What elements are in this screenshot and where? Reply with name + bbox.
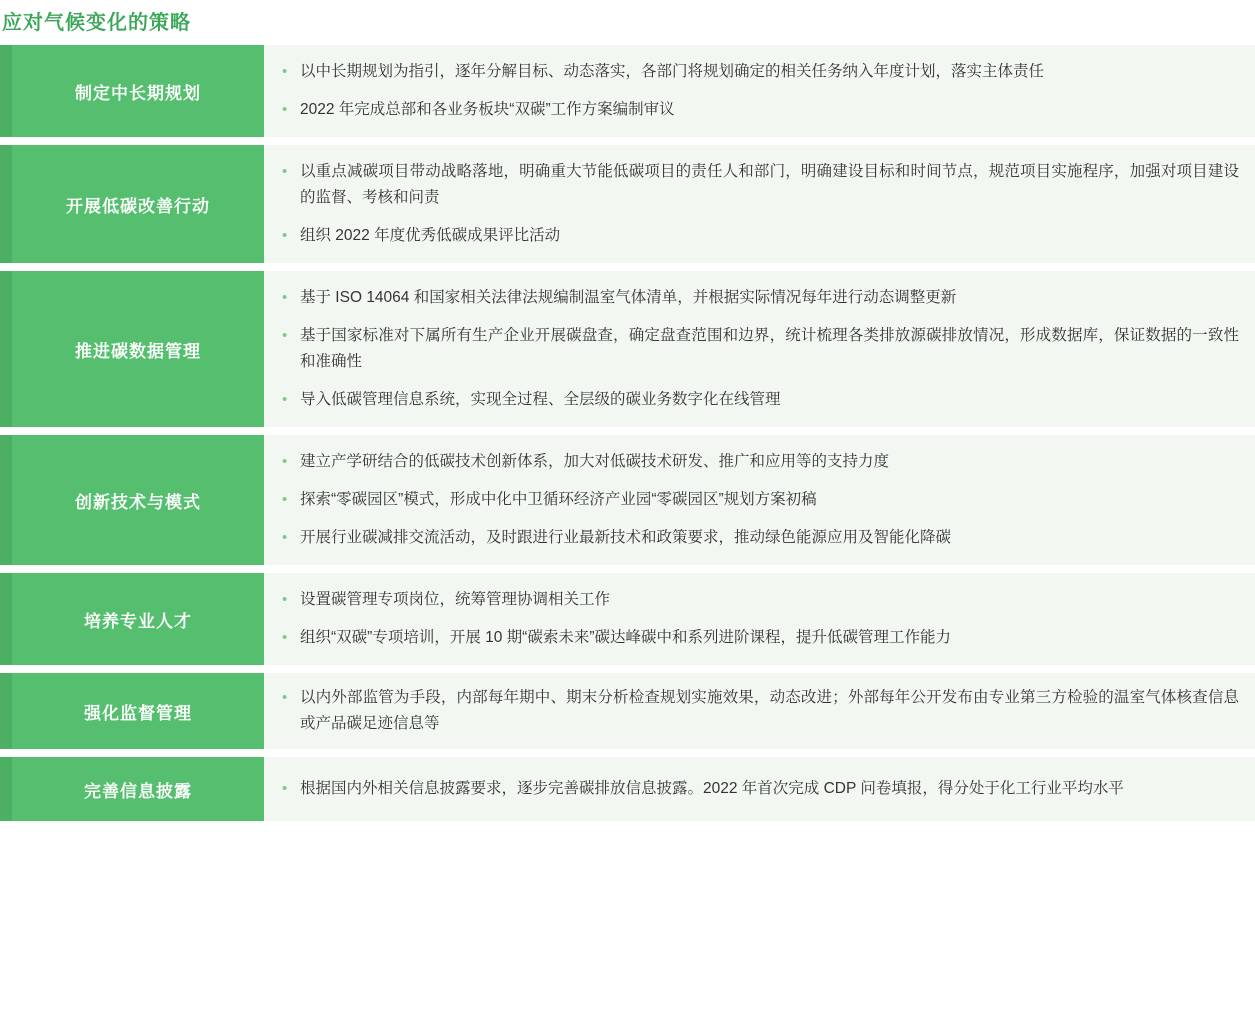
- row-content: [264, 271, 1255, 427]
- strategy-table: [0, 45, 1255, 821]
- row-content: [264, 757, 1255, 821]
- list-item: [274, 223, 1239, 249]
- list-item-text: 设置碳管理专项岗位，统筹管理协调相关工作: [300, 591, 611, 608]
- table-row: [0, 271, 1255, 427]
- row-label: 完善信息披露: [12, 757, 264, 821]
- bullet-icon: •: [282, 63, 288, 80]
- list-item: [274, 776, 1239, 802]
- list-item-text: 以内外部监管为手段，内部每年期中、期末分析检查规划实施效果，动态改进；外部每年公开发布由专业第三方检验的温室气体核查信息或产品碳足迹信息等: [300, 689, 1239, 732]
- table-row: [0, 45, 1255, 137]
- list-item-text: 根据国内外相关信息披露要求，逐步完善碳排放信息披露。2022 年首次完成 CDP 问卷填报，得分处于化工行业平均水平: [300, 780, 1124, 797]
- list-item: [274, 587, 1239, 613]
- bullet-icon: •: [282, 163, 288, 180]
- bullet-icon: •: [282, 529, 288, 546]
- list-item: [274, 387, 1239, 413]
- row-label: 开展低碳改善行动: [12, 145, 264, 263]
- row-label: 强化监督管理: [12, 673, 264, 749]
- row-label: 培养专业人才: [12, 573, 264, 665]
- list-item: [274, 449, 1239, 475]
- list-item-text: 基于国家标准对下属所有生产企业开展碳盘查，确定盘查范围和边界，统计梳理各类排放源碳排放情况，形成数据库，保证数据的一致性和准确性: [300, 327, 1239, 370]
- row-content: [264, 435, 1255, 565]
- bullet-icon: •: [282, 391, 288, 408]
- row-accent-bar: [0, 673, 12, 749]
- list-item-text: 建立产学研结合的低碳技术创新体系，加大对低碳技术研发、推广和应用等的支持力度: [300, 453, 890, 470]
- list-item-text: 2022 年完成总部和各业务板块“双碳”工作方案编制审议: [300, 101, 675, 118]
- list-item-text: 以中长期规划为指引，逐年分解目标、动态落实，各部门将规划确定的相关任务纳入年度计划，落实主体责任: [300, 63, 1045, 80]
- table-row: [0, 145, 1255, 263]
- page-title: 应对气候变化的策略: [2, 12, 191, 34]
- list-item-text: 基于 ISO 14064 和国家相关法律法规编制温室气体清单，并根据实际情况每年进行动态调整更新: [300, 289, 957, 306]
- row-accent-bar: [0, 145, 12, 263]
- row-accent-bar: [0, 757, 12, 821]
- list-item: [274, 159, 1239, 211]
- bullet-icon: •: [282, 227, 288, 244]
- bullet-icon: •: [282, 453, 288, 470]
- list-item-text: 开展行业碳减排交流活动，及时跟进行业最新技术和政策要求，推动绿色能源应用及智能化降碳: [300, 529, 952, 546]
- bullet-icon: •: [282, 491, 288, 508]
- bullet-icon: •: [282, 629, 288, 646]
- list-item-text: 组织 2022 年度优秀低碳成果评比活动: [300, 227, 561, 244]
- bullet-icon: •: [282, 289, 288, 306]
- row-label: 制定中长期规划: [12, 45, 264, 137]
- bullet-icon: •: [282, 327, 288, 344]
- row-accent-bar: [0, 573, 12, 665]
- table-row: [0, 435, 1255, 565]
- list-item-text: 导入低碳管理信息系统，实现全过程、全层级的碳业务数字化在线管理: [300, 391, 781, 408]
- table-row: [0, 573, 1255, 665]
- row-content: [264, 573, 1255, 665]
- table-row: [0, 673, 1255, 749]
- row-accent-bar: [0, 45, 12, 137]
- list-item: [274, 625, 1239, 651]
- list-item-text: 组织“双碳”专项培训，开展 10 期“碳索未来”碳达峰碳中和系列进阶课程，提升低碳管理工作能力: [300, 629, 952, 646]
- list-item: [274, 323, 1239, 375]
- row-content: [264, 45, 1255, 137]
- bullet-icon: •: [282, 591, 288, 608]
- list-item: [274, 97, 1239, 123]
- table-row: [0, 757, 1255, 821]
- list-item-text: 以重点减碳项目带动战略落地，明确重大节能低碳项目的责任人和部门，明确建设目标和时间节点，规范项目实施程序，加强对项目建设的监督、考核和问责: [300, 163, 1239, 206]
- list-item: [274, 685, 1239, 737]
- row-content: [264, 673, 1255, 749]
- list-item: [274, 59, 1239, 85]
- list-item: [274, 487, 1239, 513]
- bullet-icon: •: [282, 689, 288, 706]
- list-item: [274, 525, 1239, 551]
- row-accent-bar: [0, 435, 12, 565]
- bullet-icon: •: [282, 101, 288, 118]
- row-label: 推进碳数据管理: [12, 271, 264, 427]
- row-accent-bar: [0, 271, 12, 427]
- bullet-icon: •: [282, 780, 288, 797]
- list-item: [274, 285, 1239, 311]
- list-item-text: 探索“零碳园区”模式，形成中化中卫循环经济产业园“零碳园区”规划方案初稿: [300, 491, 817, 508]
- row-content: [264, 145, 1255, 263]
- row-label: 创新技术与模式: [12, 435, 264, 565]
